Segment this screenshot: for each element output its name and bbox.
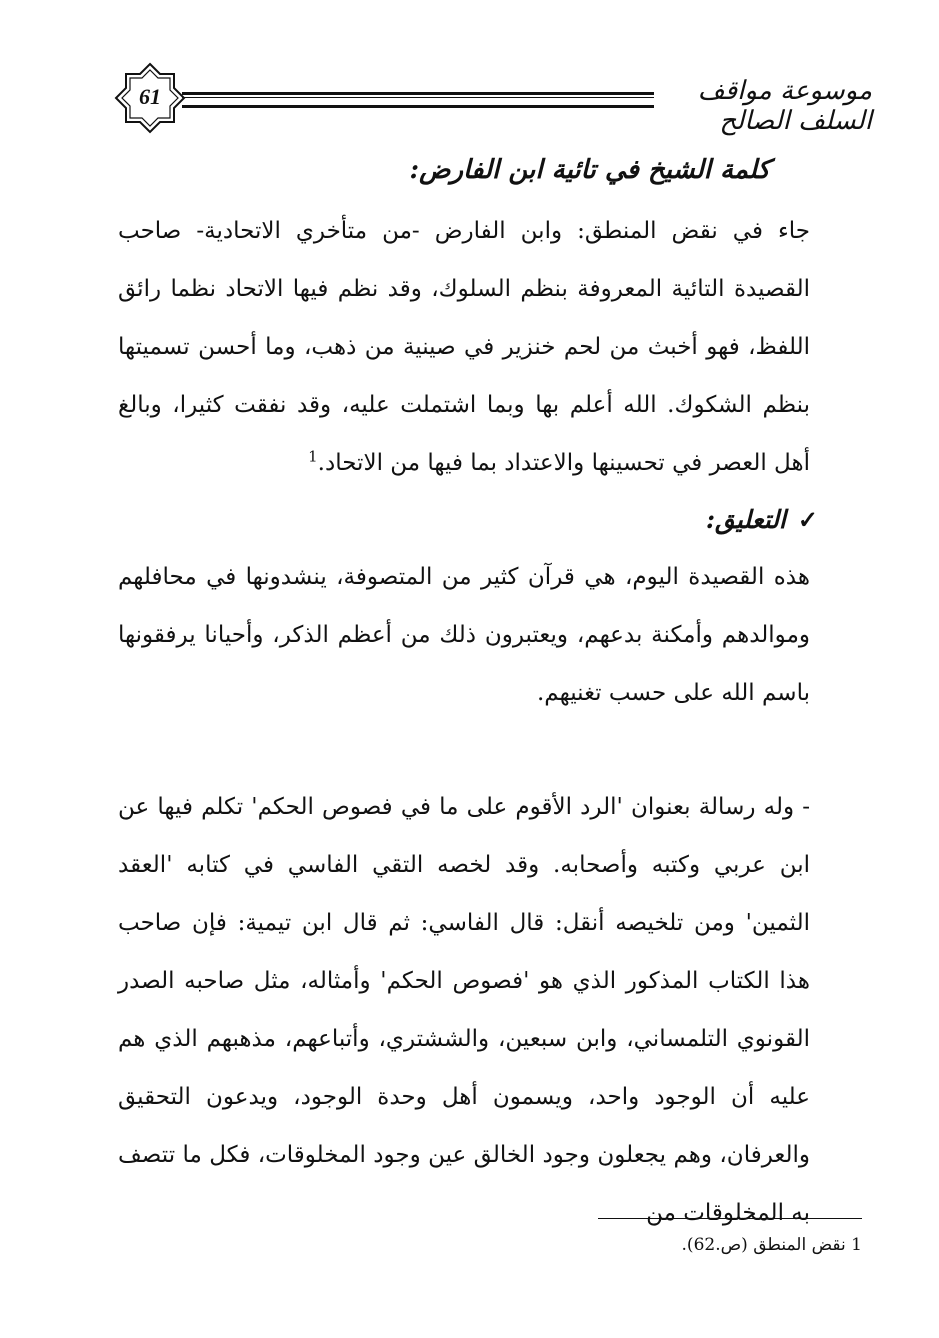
comment-heading-text: التعليق: [705,505,786,534]
page-number: 61 [139,84,161,109]
main-content [118,150,862,1242]
section-heading: كلمة الشيخ في تائية ابن الفارض: [409,155,770,185]
series-title: موسوعة مواقف السلف الصالح [697,76,872,136]
checkmark-icon: ✓ [797,505,818,534]
footnote-text: نقض المنطق (ص.62). [681,1235,846,1255]
header-rule-inner [182,97,654,98]
header-rule [182,92,654,108]
footnote-rule [598,1218,862,1219]
paragraph-1-text: جاء في نقض المنطق: وابن الفارض -من متأخري الاتحادية- صاحب القصيدة التائية المعروفة بنظم السلوك، وقد نظم فيها الاتحاد نظما رائق اللفظ، فهو أخبث من لحم خنزير في صينية من ذهب، وما أحسن تسميتها بنظم الشكوك. الله أعلم بها وبما اشتملت عليه، وقد نفقت كثيرا، وبالغ أهل العصر في تحسينها والاعتداد بما فيها من الاتحاد. [118,218,810,476]
page-header [112,62,872,136]
paragraph-1 [118,202,862,492]
footnote-marker[interactable]: 1 [308,447,318,466]
paragraph-2: هذه القصيدة اليوم، هي قرآن كثير من المتصوفة، ينشدونها في محافلهم وموالدهم وأمكنة بدعهم، ويعتبرون ذلك من أعظم الذكر، وأحيانا يرفقونها باسم الله على حسب تغنيهم. [118,564,810,706]
footnote-number: 1 [851,1235,862,1255]
footnote [560,1232,862,1258]
paragraph-gap [118,722,862,778]
comment-heading [118,492,862,548]
paragraph-3: - وله رسالة بعنوان 'الرد الأقوم على ما في فصوص الحكم' تكلم فيها عن ابن عربي وكتبه وأصحابه. وقد لخصه التقي الفاسي في كتابه 'العقد الثمين' ومن تلخيصه أنقل: قال الفاسي: ثم قال ابن تيمية: فإن صاحب هذا الكتاب المذكور الذي هو 'فصوص الحكم' وأمثاله، مثل صاحبه الصدر القونوي التلمساني، وابن سبعين، والششتري، وأتباعهم، مذهبهم الذي هم عليه أن الوجود واحد، ويسمون أهل وحدة الوجود، ويدعون التحقيق والعرفان، وهم يجعلون وجود الخالق عين وجود المخلوقات، فكل ما تتصف به المخلوقات من [118,794,810,1226]
